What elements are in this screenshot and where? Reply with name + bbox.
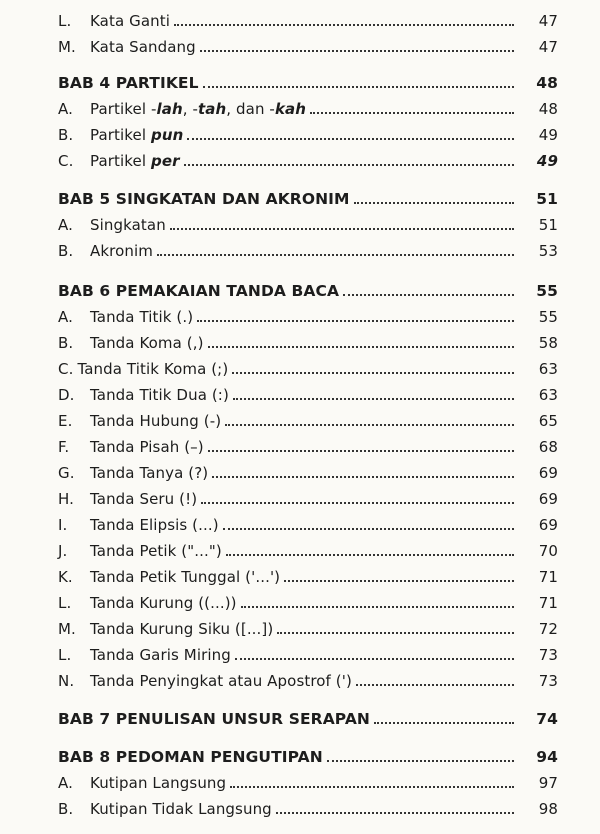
dot-leader <box>170 228 514 230</box>
toc-entry <box>58 12 558 36</box>
entry-title <box>90 594 237 612</box>
dot-leader <box>226 554 514 556</box>
entry-label: A. <box>58 774 73 792</box>
entry-title <box>90 620 273 638</box>
entry-title <box>90 646 231 664</box>
entry-title <box>90 38 196 56</box>
toc-entry <box>58 594 558 618</box>
entry-title-text: Tanda Penyingkat atau Apostrof (') <box>90 672 352 690</box>
page-number: 70 <box>538 542 558 560</box>
toc-entry <box>58 242 558 266</box>
page-number: 47 <box>538 12 558 30</box>
entry-title <box>90 464 208 482</box>
dot-leader <box>200 50 514 52</box>
entry-title-text: Tanda Kurung Siku ([...]) <box>90 620 274 638</box>
dot-leader <box>374 722 514 724</box>
page-number: 69 <box>538 490 558 508</box>
chapter-entry <box>58 748 558 772</box>
entry-title-text: Partikel <box>90 152 151 170</box>
entry-label: A. <box>58 216 73 234</box>
dot-leader <box>233 398 514 400</box>
toc-entry <box>58 360 558 384</box>
dot-leader <box>208 450 514 452</box>
entry-title <box>90 672 352 690</box>
toc-entry <box>58 464 558 488</box>
entry-title <box>90 516 219 534</box>
dot-leader <box>343 294 514 296</box>
entry-title-text: Tanda Titik Koma (;) <box>77 360 229 378</box>
entry-title-text: Partikel <box>90 126 151 144</box>
page-number: 69 <box>538 464 558 482</box>
entry-title-text: Tanda Kurung ((...)) <box>90 594 237 612</box>
entry-label: C. <box>58 152 74 170</box>
toc-entry <box>58 774 558 798</box>
entry-title <box>58 190 350 208</box>
entry-title-italic: kah <box>274 100 307 118</box>
dot-leader <box>310 112 514 114</box>
entry-title <box>90 542 222 560</box>
entry-label: M. <box>58 38 76 56</box>
entry-title-text: BAB 6 PEMAKAIAN TANDA BACA <box>58 282 340 300</box>
dot-leader <box>232 372 514 374</box>
toc-entry <box>58 126 558 150</box>
entry-title <box>90 100 306 118</box>
dot-leader <box>327 760 514 762</box>
entry-title-text: Tanda Seru (!) <box>90 490 198 508</box>
entry-title-text: Kutipan Langsung <box>90 774 227 792</box>
toc-entry <box>58 100 558 124</box>
entry-title-text: BAB 5 SINGKATAN DAN AKRONIM <box>58 190 350 208</box>
entry-title <box>90 774 226 792</box>
dot-leader <box>201 502 514 504</box>
page-number: 49 <box>536 152 558 170</box>
dot-leader <box>184 164 514 166</box>
entry-title-text: Tanda Pisah (–) <box>90 438 204 456</box>
page-number: 55 <box>538 308 558 326</box>
page-number: 55 <box>536 282 558 300</box>
page-number: 58 <box>538 334 558 352</box>
entry-label: B. <box>58 334 74 352</box>
dot-leader <box>356 684 514 686</box>
toc-entry <box>58 308 558 332</box>
dot-leader <box>208 346 514 348</box>
entry-label: N. <box>58 672 75 690</box>
entry-title-text: Kata Ganti <box>90 12 170 30</box>
entry-title-text: Kutipan Tidak Langsung <box>90 800 272 818</box>
entry-title <box>90 308 193 326</box>
entry-title-italic: per <box>151 152 180 170</box>
entry-title-text: BAB 8 PEDOMAN PENGUTIPAN <box>58 748 323 766</box>
entry-title-italic: pun <box>151 126 184 144</box>
entry-title-text: , dan - <box>226 100 275 118</box>
entry-title <box>90 334 204 352</box>
entry-title <box>90 126 183 144</box>
entry-title-italic: lah <box>156 100 183 118</box>
page-number: 63 <box>538 386 558 404</box>
entry-label: B. <box>58 242 74 260</box>
dot-leader <box>276 812 514 814</box>
page-number: 73 <box>538 672 558 690</box>
entry-title-text: BAB 4 PARTIKEL <box>58 74 199 92</box>
dot-leader <box>197 320 514 322</box>
toc-entry <box>58 334 558 358</box>
dot-leader <box>223 528 514 530</box>
entry-title-text: Tanda Elipsis (...) <box>90 516 219 534</box>
entry-title <box>90 216 166 234</box>
entry-label: L. <box>58 594 72 612</box>
entry-label: M. <box>58 620 76 638</box>
page-number: 47 <box>538 38 558 56</box>
entry-title <box>58 710 370 728</box>
page-number: 63 <box>538 360 558 378</box>
entry-title-text: Tanda Titik Dua (:) <box>90 386 229 404</box>
toc-entry <box>58 672 558 696</box>
entry-title-text: Tanda Petik Tunggal ('...') <box>90 568 281 586</box>
toc-entry <box>58 620 558 644</box>
dot-leader <box>235 658 514 660</box>
entry-title <box>58 282 339 300</box>
page-number: 94 <box>536 748 558 766</box>
page-number: 65 <box>538 412 558 430</box>
toc-entry <box>58 438 558 462</box>
toc-entry <box>58 38 558 62</box>
entry-label: A. <box>58 308 73 326</box>
entry-label: C. <box>58 360 74 378</box>
page-number: 97 <box>538 774 558 792</box>
entry-title <box>58 748 323 766</box>
chapter-entry <box>58 74 558 98</box>
entry-label: H. <box>58 490 74 508</box>
entry-title-text: Partikel - <box>90 100 157 118</box>
entry-title-text: Tanda Petik ("...") <box>90 542 222 560</box>
entry-label: D. <box>58 386 75 404</box>
page-number: 71 <box>538 568 558 586</box>
entry-label: G. <box>58 464 75 482</box>
page-number: 73 <box>538 646 558 664</box>
entry-label: B. <box>58 800 74 818</box>
entry-title-text: Kata Sandang <box>90 38 196 56</box>
dot-leader <box>284 580 514 582</box>
dot-leader <box>157 254 514 256</box>
entry-title <box>77 360 228 378</box>
entry-title <box>90 568 280 586</box>
dot-leader <box>241 606 514 608</box>
entry-title <box>90 490 197 508</box>
entry-title <box>90 438 204 456</box>
entry-label: B. <box>58 126 74 144</box>
toc-entry <box>58 646 558 670</box>
entry-label: F. <box>58 438 70 456</box>
entry-label: K. <box>58 568 73 586</box>
entry-label: L. <box>58 12 72 30</box>
page-number: 69 <box>538 516 558 534</box>
page-number: 49 <box>538 126 558 144</box>
entry-title <box>90 242 153 260</box>
dot-leader <box>212 476 514 478</box>
entry-title <box>90 12 170 30</box>
entry-title-text: Tanda Tanya (?) <box>90 464 209 482</box>
page-number: 74 <box>536 710 558 728</box>
chapter-entry <box>58 710 558 734</box>
entry-label: L. <box>58 646 72 664</box>
page-number: 51 <box>538 216 558 234</box>
toc-entry <box>58 516 558 540</box>
dot-leader <box>225 424 514 426</box>
page-number: 48 <box>538 100 558 118</box>
entry-title <box>58 74 199 92</box>
toc-entry <box>58 542 558 566</box>
entry-title-text: BAB 7 PENULISAN UNSUR SERAPAN <box>58 710 371 728</box>
dot-leader <box>203 86 514 88</box>
toc-entry <box>58 152 558 176</box>
entry-label: J. <box>58 542 68 560</box>
toc-entry <box>58 216 558 240</box>
toc-entry <box>58 386 558 410</box>
dot-leader <box>187 138 514 140</box>
entry-label: A. <box>58 100 73 118</box>
entry-title-text: Tanda Koma (,) <box>90 334 204 352</box>
chapter-entry <box>58 190 558 214</box>
entry-label: E. <box>58 412 73 430</box>
entry-title <box>90 800 272 818</box>
entry-title-text: Tanda Titik (.) <box>90 308 194 326</box>
page-number: 68 <box>538 438 558 456</box>
entry-title <box>90 412 221 430</box>
dot-leader <box>174 24 514 26</box>
toc-entry <box>58 490 558 514</box>
toc-entry <box>58 568 558 592</box>
entry-label: I. <box>58 516 68 534</box>
entry-title-italic: tah <box>198 100 227 118</box>
entry-title-text: Akronim <box>90 242 153 260</box>
dot-leader <box>230 786 514 788</box>
toc-entry <box>58 800 558 824</box>
page-number: 48 <box>536 74 558 92</box>
page-number: 51 <box>536 190 558 208</box>
page-number: 98 <box>538 800 558 818</box>
entry-title <box>90 152 180 170</box>
chapter-entry <box>58 282 558 306</box>
page-number: 53 <box>538 242 558 260</box>
dot-leader <box>354 202 514 204</box>
page-number: 72 <box>538 620 558 638</box>
entry-title-text: Tanda Hubung (-) <box>90 412 222 430</box>
entry-title <box>90 386 229 404</box>
entry-title-text: Tanda Garis Miring <box>90 646 231 664</box>
toc-entry <box>58 412 558 436</box>
entry-title-text: Singkatan <box>90 216 166 234</box>
dot-leader <box>277 632 514 634</box>
page-number: 71 <box>538 594 558 612</box>
entry-title-text: , - <box>182 100 199 118</box>
